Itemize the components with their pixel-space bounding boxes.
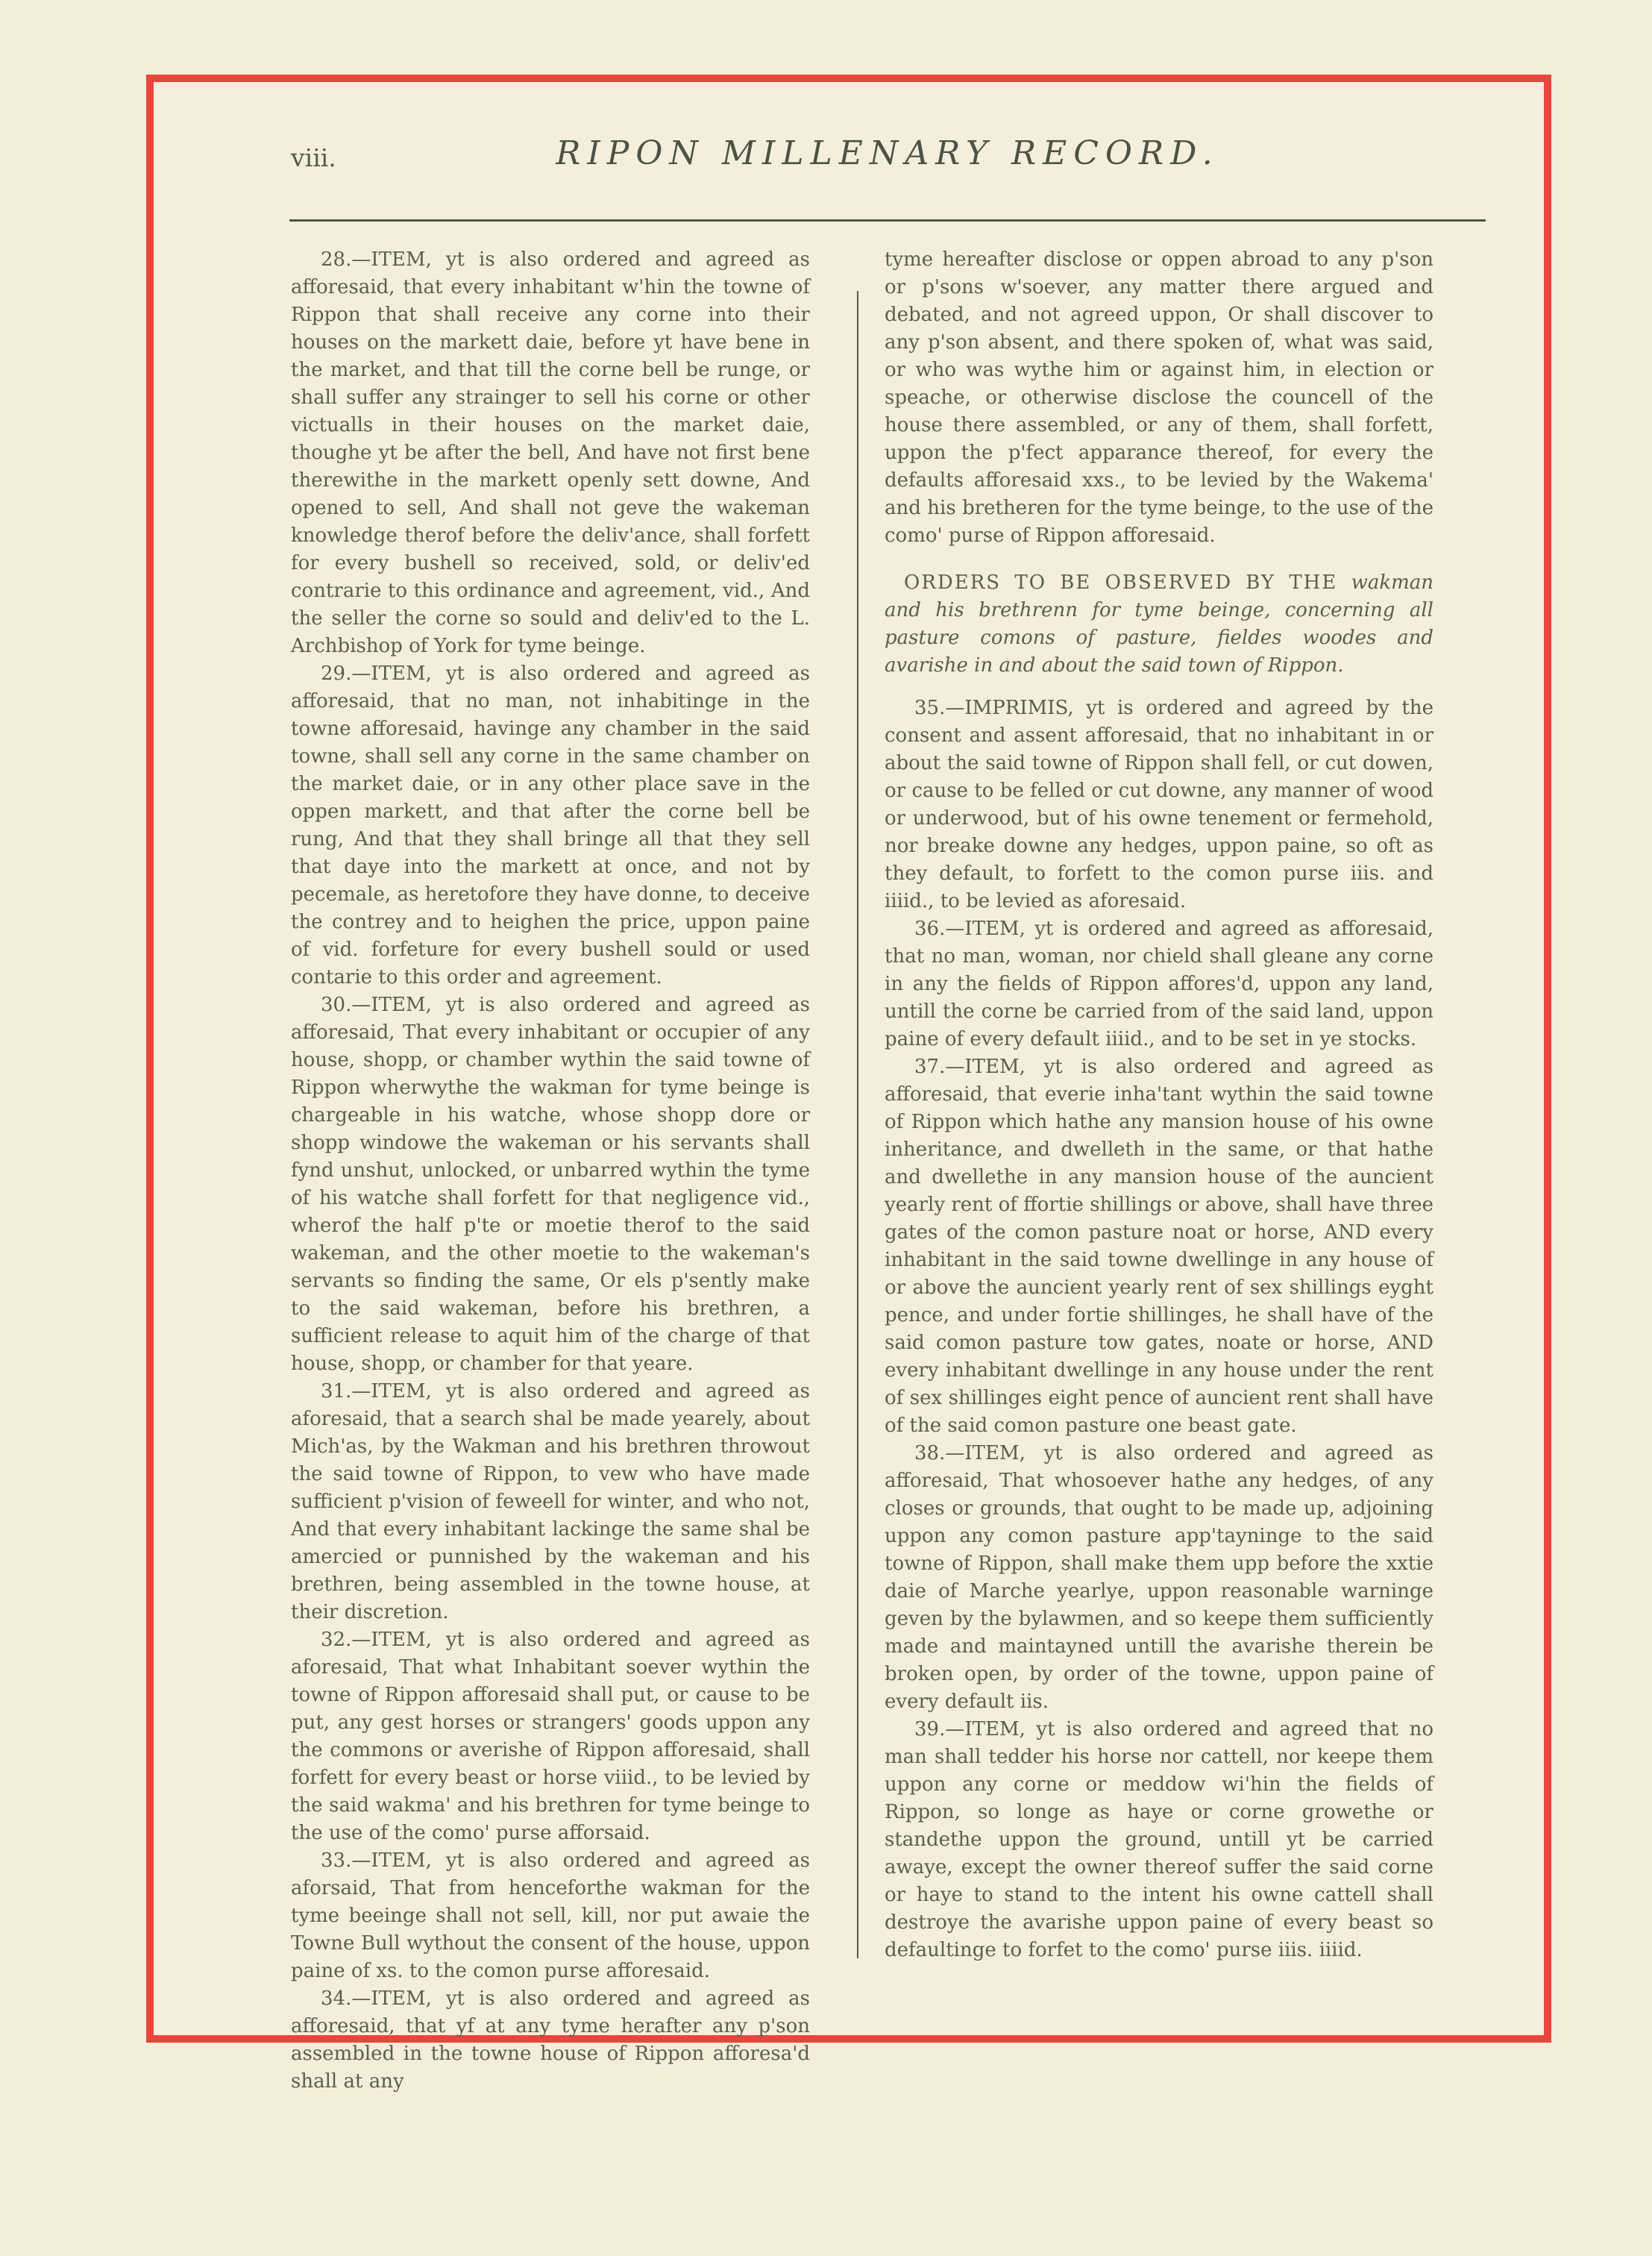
right-column <box>885 246 1433 1964</box>
ordinance-paragraph: 31.—ITEM, yt is also ordered and agreed as aforesaid, that a search shal be made yearely, about Mich'as, by the Wakman and his brethren throwout the said towne of Rippon, to vew who have made sufficient p'vision of feweell for winter, and who not, And that every inhabitant lackinge the same shal be amercied or punnished by the wakeman and his brethren, being assembled in the towne house, at their discretion. <box>291 1380 810 1623</box>
ordinance-paragraph: 37.—ITEM, yt is also ordered and agreed as afforesaid, that everie inha'tant wythin the said towne of Rippon which hathe any mansion house of his owne inheritance, and dwelleth in the same, or that hathe and dwellethe in any mansion house of the auncient yearly rent of ffortie shillings or above, shall have three gates of the comon pasture noat or horse, AND every inhabitant in the said towne dwellinge in any house of or above the auncient yearly rent of sex shillings eyght pence, and under fortie shillinges, he shall have of the said comon pasture tow gates, noate or horse, AND every inhabitant dwellinge in any house under the rent of sex shillinges eight pence of auncient rent shall have of the said comon pasture one beast gate. <box>885 1056 1433 1437</box>
ordinance-paragraph: 33.—ITEM, yt is also ordered and agreed as aforsaid, That from henceforthe wakman for the tyme beeinge shall not sell, kill, nor put awaie the Towne Bull wythout the consent of the house, uppon paine of xs. to the comon purse afforesaid. <box>291 1849 810 1982</box>
ordinance-paragraph: 28.—ITEM, yt is also ordered and agreed as afforesaid, that every inhabitant w'hin the towne of Rippon that shall receive any corne into their houses on the markett daie, before yt have bene in the market, and that till the corne bell be runge, or shall suffer any strainger to sell his corne or other victualls in their houses on the market daie, thoughe yt be after the bell, And have not first bene therewithe in the markett openly sett downe, And opened to sell, And shall not geve the wakeman knowledge therof before the deliv'ance, shall forfett for every bushell so received, sold, or deliv'ed contrarie to this ordinance and agreement, vid., And the seller the corne so sould and deliv'ed to the L. Archbishop of York for tyme beinge. <box>291 248 810 657</box>
right-column-items <box>885 695 1433 1964</box>
ordinance-paragraph: 34.—ITEM, yt is also ordered and agreed as afforesaid, that yf at any tyme herafter any p'son assembled in the towne house of Rippon afforesa'd shall at any <box>291 1987 810 2093</box>
ordinance-paragraph: 36.—ITEM, yt is ordered and agreed as afforesaid, that no man, woman, nor chield shall gleane any corne in any the fields of Rippon affores'd, uppon any land, untill the corne be carried from of the said land, uppon paine of every default iiiid., and to be set in ye stocks. <box>885 918 1433 1050</box>
section-heading-italic: wakman and his brethrenn for tyme beinge, concerning all pasture comons of pasture, fieldes woodes and avarishe in and about the said town of Rippon. <box>885 571 1433 677</box>
left-column <box>291 246 810 2096</box>
section-heading <box>885 569 1433 680</box>
ordinance-paragraph: 39.—ITEM, yt is also ordered and agreed that no man shall tedder his horse nor cattell, nor keepe them uppon any corne or meddow wi'hin the fields of Rippon, so longe as haye or corne growethe or standethe uppon the ground, untill yt be carried awaye, except the owner thereof suffer the said corne or haye to stand to the intent his owne cattell shall destroye the avarishe uppon paine of every beast so defaultinge to forfet to the como' purse iiis. iiiid. <box>885 1718 1433 1961</box>
ordinance-paragraph-continuation: tyme hereafter disclose or oppen abroad to any p'son or p'sons w'soever, any matter there argued and debated, and not agreed uppon, Or shall discover to any p'son absent, and there spoken of, what was said, or who was wythe him or against him, in election or speache, or otherwise disclose the councell of the house there assembled, or any of them, shall forfett, uppon the p'fect apparance thereof, for every the defaults afforesaid xxs., to be levied by the Wakema' and his bretheren for the tyme beinge, to the use of the como' purse of Rippon afforesaid. <box>885 248 1433 547</box>
section-heading-caps: ORDERS TO BE OBSERVED BY THE <box>904 571 1351 594</box>
header-rule <box>289 219 1486 222</box>
ordinance-paragraph: 32.—ITEM, yt is also ordered and agreed as aforesaid, That what Inhabitant soever wythin the towne of Rippon afforesaid shall put, or cause to be put, any gest horses or strangers' goods uppon any the commons or averishe of Rippon afforesaid, shall forfett for every beast or horse viiid., to be levied by the said wakma' and his brethren for tyme beinge to the use of the como' purse afforsaid. <box>291 1629 810 1844</box>
ordinance-paragraph: 35.—IMPRIMIS, yt is ordered and agreed by the consent and assent afforesaid, that no inhabitant in or about the said towne of Rippon shall fell, or cut dowen, or cause to be felled or cut downe, any manner of wood or underwood, but of his owne tenement or fermehold, nor breake downe any hedges, uppon paine, so oft as they default, to forfett to the comon purse iiis. and iiiid., to be levied as aforesaid. <box>885 697 1433 912</box>
ordinance-paragraph: 38.—ITEM, yt is also ordered and agreed as afforesaid, That whosoever hathe any hedges, of any closes or grounds, that ought to be made up, adjoining uppon any comon pasture app'tayninge to the said towne of Rippon, shall make them upp before the xxtie daie of Marche yearlye, uppon reasonable warninge geven by the bylawmen, and so keepe them sufficiently made and maintayned untill the avarishe therein be broken open, by order of the towne, uppon paine of every default iis. <box>885 1442 1433 1713</box>
column-divider <box>857 291 858 1958</box>
ordinance-paragraph: 29.—ITEM, yt is also ordered and agreed as afforesaid, that no man, not inhabitinge in the towne afforesaid, havinge any chamber in the said towne, shall sell any corne in the same chamber on the market daie, or in any other place save in the oppen markett, and that after the corne bell be rung, And that they shall bringe all that they sell that daye into the markett at once, and not by pecemale, as heretofore they have donne, to deceive the contrey and to heighen the price, uppon paine of vid. forfeture for every bushell sould or used contarie to this order and agreement. <box>291 662 810 988</box>
page-title: RIPON MILLENARY RECORD. <box>556 134 1219 172</box>
page-number: viii. <box>291 143 336 172</box>
ordinance-paragraph: 30.—ITEM, yt is also ordered and agreed as afforesaid, That every inhabitant or occupier of any house, shopp, or chamber wythin the said towne of Rippon wherwythe the wakman for tyme beinge is chargeable in his watche, whose shopp dore or shopp windowe the wakeman or his servants shall fynd unshut, unlocked, or unbarred wythin the tyme of his watche shall forfett for that negligence vid., wherof the half p'te or moetie therof to the said wakeman, and the other moetie to the wakeman's servants so finding the same, Or els p'sently make to the said wakeman, before his brethren, a sufficient release to aquit him of the charge of that house, shopp, or chamber for that yeare. <box>291 994 810 1375</box>
